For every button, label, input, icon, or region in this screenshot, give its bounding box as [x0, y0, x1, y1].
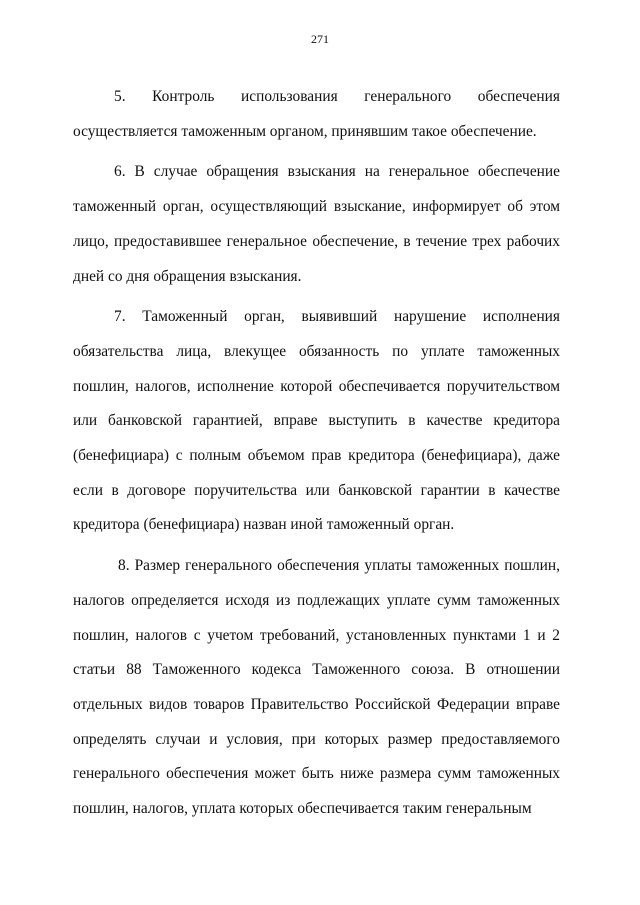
paragraph-6: 6. В случае обращения взыскания на генеральное обеспечение таможенный орган, осуществляющий взыскание, информирует об этом лицо, предоставившее генеральное обеспечение, в течение трех рабочих дней со дня обращения взыскания. [73, 163, 560, 285]
paragraph-5: 5. Контроль использования генерального обеспечения осуществляется таможенным органом, принявшим такое обеспечение. [73, 88, 560, 140]
page-number: 271 [311, 32, 329, 46]
paragraph-7: 7. Таможенный орган, выявивший нарушение исполнения обязательства лица, влекущее обязанность по уплате таможенных пошлин, налогов, исполнение которой обеспечивается поручительством или банковской гарантией, вправе выступить в качестве кредитора (бенефициара) с полным объемом прав кредитора (бенефициара), даже если в договоре поручительства или банковской гарантии в качестве кредитора (бенефициара) назван иной таможенный орган. [73, 308, 560, 534]
document-body [73, 80, 560, 833]
paragraph-8: 8. Размер генерального обеспечения уплаты таможенных пошлин, налогов определяется исходя из подлежащих уплате сумм таможенных пошлин, налогов с учетом требований, установленных пунктами 1 и 2 статьи 88 Таможенного кодекса Таможенного союза. В отношении отдельных видов товаров Правительство Российской Федерации вправе определять случаи и условия, при которых размер предоставляемого генерального обеспечения может быть ниже размера сумм таможенных пошлин, налогов, уплата которых обеспечивается таким генеральным [73, 557, 560, 818]
